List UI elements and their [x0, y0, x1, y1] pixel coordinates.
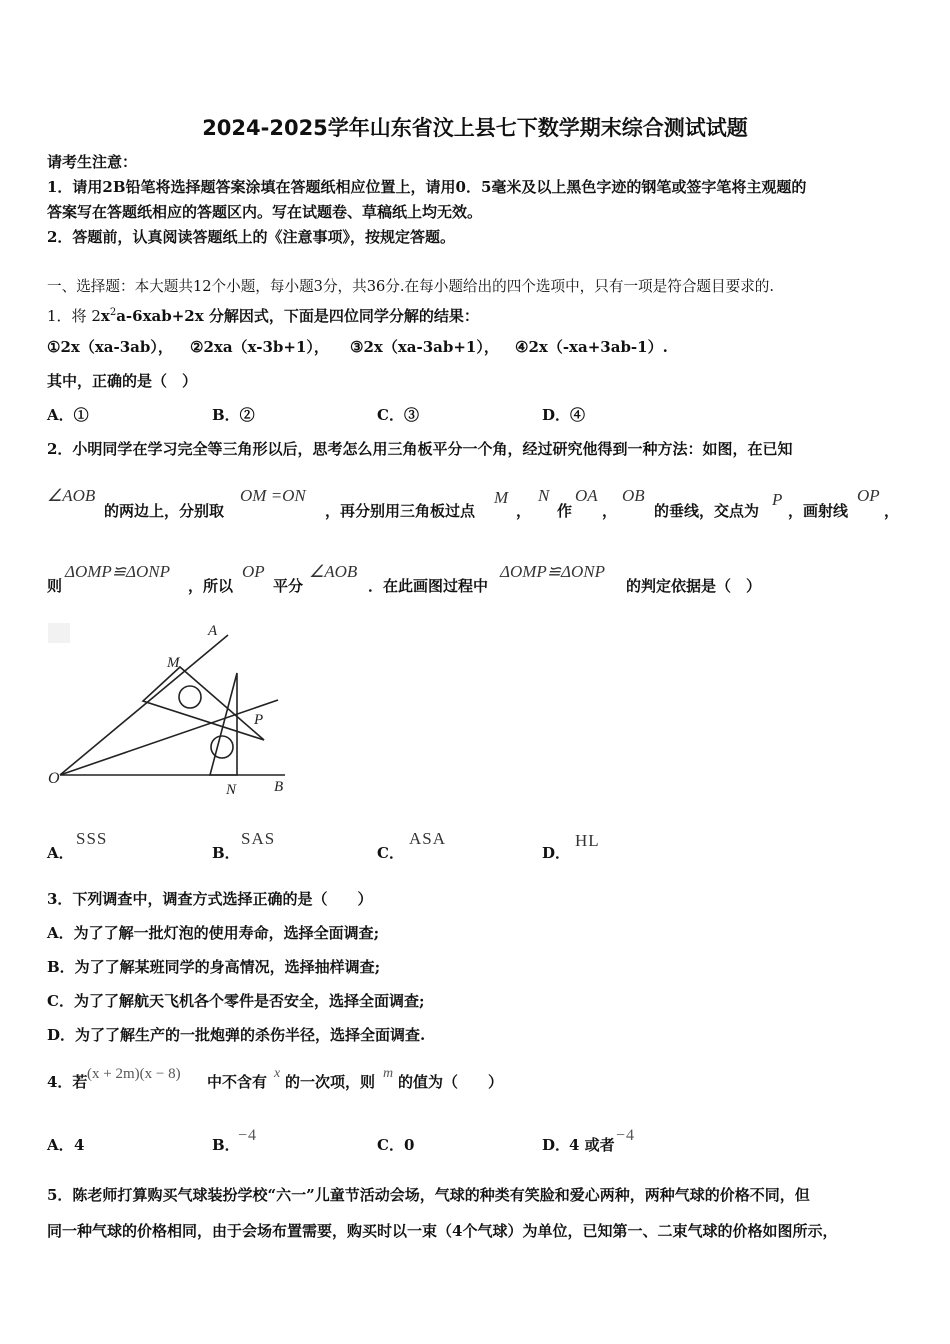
q1-option-b[interactable]: B．② — [212, 406, 255, 424]
q2-option-b-value[interactable]: SAS — [241, 829, 276, 848]
q1-post: a-6xab+2x 分解因式，下面是四位同学分解的结果： — [116, 307, 479, 325]
figure-corner-mark — [48, 623, 70, 643]
q1-result-2: ②2xa（x-3b+1）， — [190, 338, 329, 356]
q2-ob: OB — [622, 486, 645, 505]
q2-text-2: ，再分别用三角板过点 — [325, 502, 476, 520]
q1-result-3: ③2x（xa-3ab+1）， — [350, 338, 499, 356]
ray-oa — [60, 635, 228, 775]
label-m: M — [167, 655, 180, 671]
q2-option-a-letter[interactable]: A． — [47, 844, 74, 862]
notice-line-1b: 答案写在答题纸相应的答题区内。写在试题卷、草稿纸上均无效。 — [47, 203, 483, 221]
notice-line-2: 2．答题前，认真阅读答题纸上的《注意事项》，按规定答题。 — [47, 228, 455, 246]
q4-option-d-letter[interactable]: D． — [542, 1136, 571, 1154]
q2-om-on: OM =ON — [240, 486, 306, 505]
q1-option-c[interactable]: C．③ — [377, 406, 419, 424]
q4-mid: 中不含有 — [207, 1073, 268, 1091]
q4-option-c-value[interactable]: 0 — [404, 1136, 415, 1154]
label-b: B — [274, 779, 284, 795]
q3-option-b[interactable]: B．为了了解某班同学的身高情况，选择抽样调查; — [47, 958, 381, 976]
q2-line-1: 2．小明同学在学习完全等三角形以后，思考怎么用三角板平分一个角，经过研究他得到一种方法：如图，在已知 — [47, 440, 793, 458]
q2-option-c-value[interactable]: ASA — [409, 829, 447, 848]
q2-oa: OA — [575, 486, 598, 505]
label-n: N — [226, 782, 237, 798]
q1-result-1: ①2x（xa-3ab）， — [47, 338, 173, 356]
q2-text-4: ，画射线 — [788, 502, 849, 520]
q1-x: x — [100, 307, 110, 325]
q4-mid-2: 的一次项，则 — [285, 1073, 376, 1091]
notice-line-1a: 1．请用2B铅笔将选择题答案涂填在答题纸相应位置上，请用0．5毫米及以上黑色字迹的钢笔或签字笔将主观题的 — [47, 178, 807, 196]
q4-x: x — [274, 1066, 281, 1081]
page-title: 2024-2025学年山东省汶上县七下数学期末综合测试试题 — [202, 116, 748, 140]
q4-m: m — [383, 1066, 394, 1081]
q2-point-p: P — [772, 490, 783, 509]
q2-op-2: OP — [242, 562, 265, 581]
q2-point-m: M — [494, 488, 509, 507]
q4-option-a-letter[interactable]: A． — [47, 1136, 74, 1154]
q2-zuo: 作 — [557, 502, 573, 520]
label-p: P — [254, 712, 264, 728]
q1-stem — [47, 304, 479, 325]
q2-op: OP — [857, 486, 880, 505]
q1-option-d[interactable]: D．④ — [542, 406, 586, 424]
triangle-hole-m — [179, 686, 201, 708]
q1-option-a[interactable]: A．① — [47, 406, 89, 424]
q2-congruence-1: ΔOMP≌ΔONP — [65, 562, 171, 581]
q2-text-6: 的判定依据是（ ） — [626, 577, 762, 595]
q2-option-c-letter[interactable]: C． — [377, 844, 404, 862]
q2-congruence-2: ΔOMP≌ΔONP — [500, 562, 606, 581]
q4-option-c-letter[interactable]: C． — [377, 1136, 404, 1154]
q2-suoyi: ，所以 — [188, 577, 234, 595]
q2-angle-aob: ∠AOB — [47, 486, 96, 505]
q2-ze: 则 — [47, 577, 63, 595]
ray-op — [60, 700, 278, 775]
q2-text-3: 的垂线，交点为 — [654, 502, 760, 520]
q4-option-b-letter[interactable]: B． — [212, 1136, 240, 1154]
q2-option-d-value[interactable]: HL — [575, 831, 600, 850]
q2-option-b-letter[interactable]: B． — [212, 844, 240, 862]
label-o: O — [48, 770, 60, 787]
q5-line-1: 5．陈老师打算购买气球装扮学校“六一”儿童节活动会场，气球的种类有笑脸和爱心两种，两种气球的价格不同，但 — [47, 1186, 810, 1204]
section-heading: 一、选择题：本大题共12个小题，每小题3分，共36分.在每小题给出的四个选项中，只有一项是符合题目要求的. — [47, 278, 775, 295]
q3-option-c[interactable]: C．为了了解航天飞机各个零件是否安全，选择全面调查; — [47, 992, 425, 1010]
q1-number: 1． — [47, 307, 72, 325]
q3-option-a[interactable]: A．为了了解一批灯泡的使用寿命，选择全面调查; — [47, 924, 380, 942]
q2-comma-3: ， — [884, 502, 900, 520]
q4-expression: (x + 2m)(x − 8) — [87, 1066, 181, 1082]
q4-post: 的值为（ ） — [398, 1073, 504, 1091]
q5-line-2: 同一种气球的价格相同，由于会场布置需要，购买时以一束（4个气球）为单位，已知第一、二束气球的价格如图所示， — [47, 1222, 838, 1240]
q3-stem: 3．下列调查中，调查方式选择正确的是（ ） — [47, 890, 373, 908]
q3-option-d[interactable]: D．为了了解生产的一批炮弹的杀伤半径，选择全面调查. — [47, 1026, 426, 1044]
q4-option-d-value[interactable]: 4 或者 — [569, 1136, 615, 1154]
notice-heading: 请考生注意： — [47, 153, 138, 171]
q2-text-1: 的两边上，分别取 — [104, 502, 225, 520]
q2-angle-aob-2: ∠AOB — [309, 562, 358, 581]
q4-option-a-value[interactable]: 4 — [74, 1136, 85, 1154]
triangle-ruler-m — [143, 667, 264, 740]
q2-pingfen: 平分 — [273, 577, 304, 595]
triangle-hole-n — [211, 736, 233, 758]
q2-text-5: ．在此画图过程中 — [368, 577, 489, 595]
label-a: A — [208, 623, 218, 639]
q2-figure — [40, 615, 300, 805]
q4-pre: 4．若 — [47, 1073, 88, 1091]
q2-option-a-value[interactable]: SSS — [76, 829, 108, 848]
q2-comma-2: ， — [602, 502, 618, 520]
q1-pre: 将 2 — [71, 307, 101, 325]
q1-exp: 2 — [109, 307, 117, 318]
q4-option-b-value[interactable]: −4 — [238, 1127, 258, 1144]
q2-point-n: N — [538, 486, 550, 505]
q4-option-d-extra[interactable]: −4 — [616, 1127, 636, 1144]
q2-option-d-letter[interactable]: D． — [542, 844, 571, 862]
q1-result-4: ④2x（-xa+3ab-1）. — [515, 338, 668, 356]
q1-ask: 其中，正确的是（ ） — [47, 372, 198, 390]
q2-comma-1: ， — [516, 502, 532, 520]
